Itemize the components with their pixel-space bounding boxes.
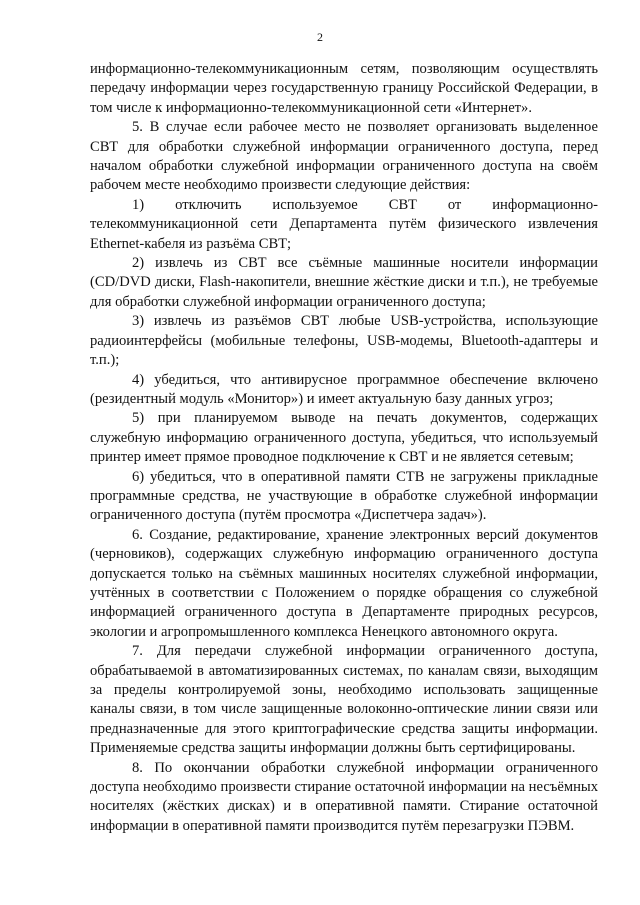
paragraph-item-8: 8. По окончании обработки служебной информации ограниченного доступа необходимо произвести стирание остаточной информации на несъёмных носителях (жёстких дисках) и в оперативной памяти. Стирание остаточной информации в оперативной памяти производится путём перезагрузки ПЭВМ.	[90, 759, 598, 834]
page-number: 2	[317, 30, 323, 44]
subitem-6-memory-check: 6) убедиться, что в оперативной памяти СТВ не загружены прикладные программные средства, не участвующие в обработке служебной информации ограниченного доступа (путём просмотра «Диспетчера задач»).	[90, 468, 598, 524]
subitem-2-remove-media: 2) извлечь из СВТ все съёмные машинные носители информации (CD/DVD диски, Flash-накопители, внешние жёсткие диски и т.п.), не требуемые для обработки служебной информации ограниченного доступа;	[90, 255, 598, 310]
subitem-4-antivirus-check: 4) убедиться, что антивирусное программное обеспечение включено (резидентный модуль «Монитор») и имеет актуальную базу данных угроз;	[90, 371, 598, 407]
paragraph-item-7: 7. Для передачи служебной информации ограниченного доступа, обрабатываемой в автоматизированных системах, по каналам связи, выходящим за пределы контролируемой зоны, необходимо использовать защищенные каналы связи, в том числе защищенные волоконно-оптические линии связи или предназначенные для этого криптографические средства защиты информации. Применяемые средства защиты информации должны быть сертифицированы.	[90, 643, 598, 757]
subitem-5-printer-check: 5) при планируемом выводе на печать документов, содержащих служебную информацию ограниченного доступа, убедиться, что используемый принтер имеет прямое проводное подключение к СВТ и не является сетевым;	[90, 410, 598, 466]
document-body	[90, 60, 598, 836]
subitem-1-disconnect-network: 1) отключить используемое СВТ от информационно-телекоммуникационной сети Департамента путём физического извлечения Ethernet-кабеля из разъёма СВТ;	[90, 196, 598, 252]
subitem-3-remove-usb-radio: 3) извлечь из разъёмов СВТ любые USB-устройства, использующие радиоинтерфейсы (мобильные телефоны, USB-модемы, Bluetooth-адаптеры и т.п.);	[90, 313, 598, 369]
paragraph-item-5: 5. В случае если рабочее место не позволяет организовать выделенное СВТ для обработки служебной информации ограниченного доступа, перед началом обработки служебной информации ограниченного доступа на своём рабочем месте необходимо произвести следующие действия:	[90, 119, 598, 194]
paragraph-continuation: информационно-телекоммуникационным сетям, позволяющим осуществлять передачу информации через государственную границу Российской Федерации, в том числе к информационно-телекоммуникационной сети «Интернет».	[90, 61, 598, 116]
paragraph-item-6: 6. Создание, редактирование, хранение электронных версий документов (черновиков), содержащих служебную информацию ограниченного доступа допускается только на съёмных машинных носителях служебной информации, учтённых в соответствии с Положением о порядке обращения со служебной информацией ограниченного доступа в Департаменте природных ресурсов, экологии и агропромышленного комплекса Ненецкого автономного округа.	[90, 526, 598, 640]
